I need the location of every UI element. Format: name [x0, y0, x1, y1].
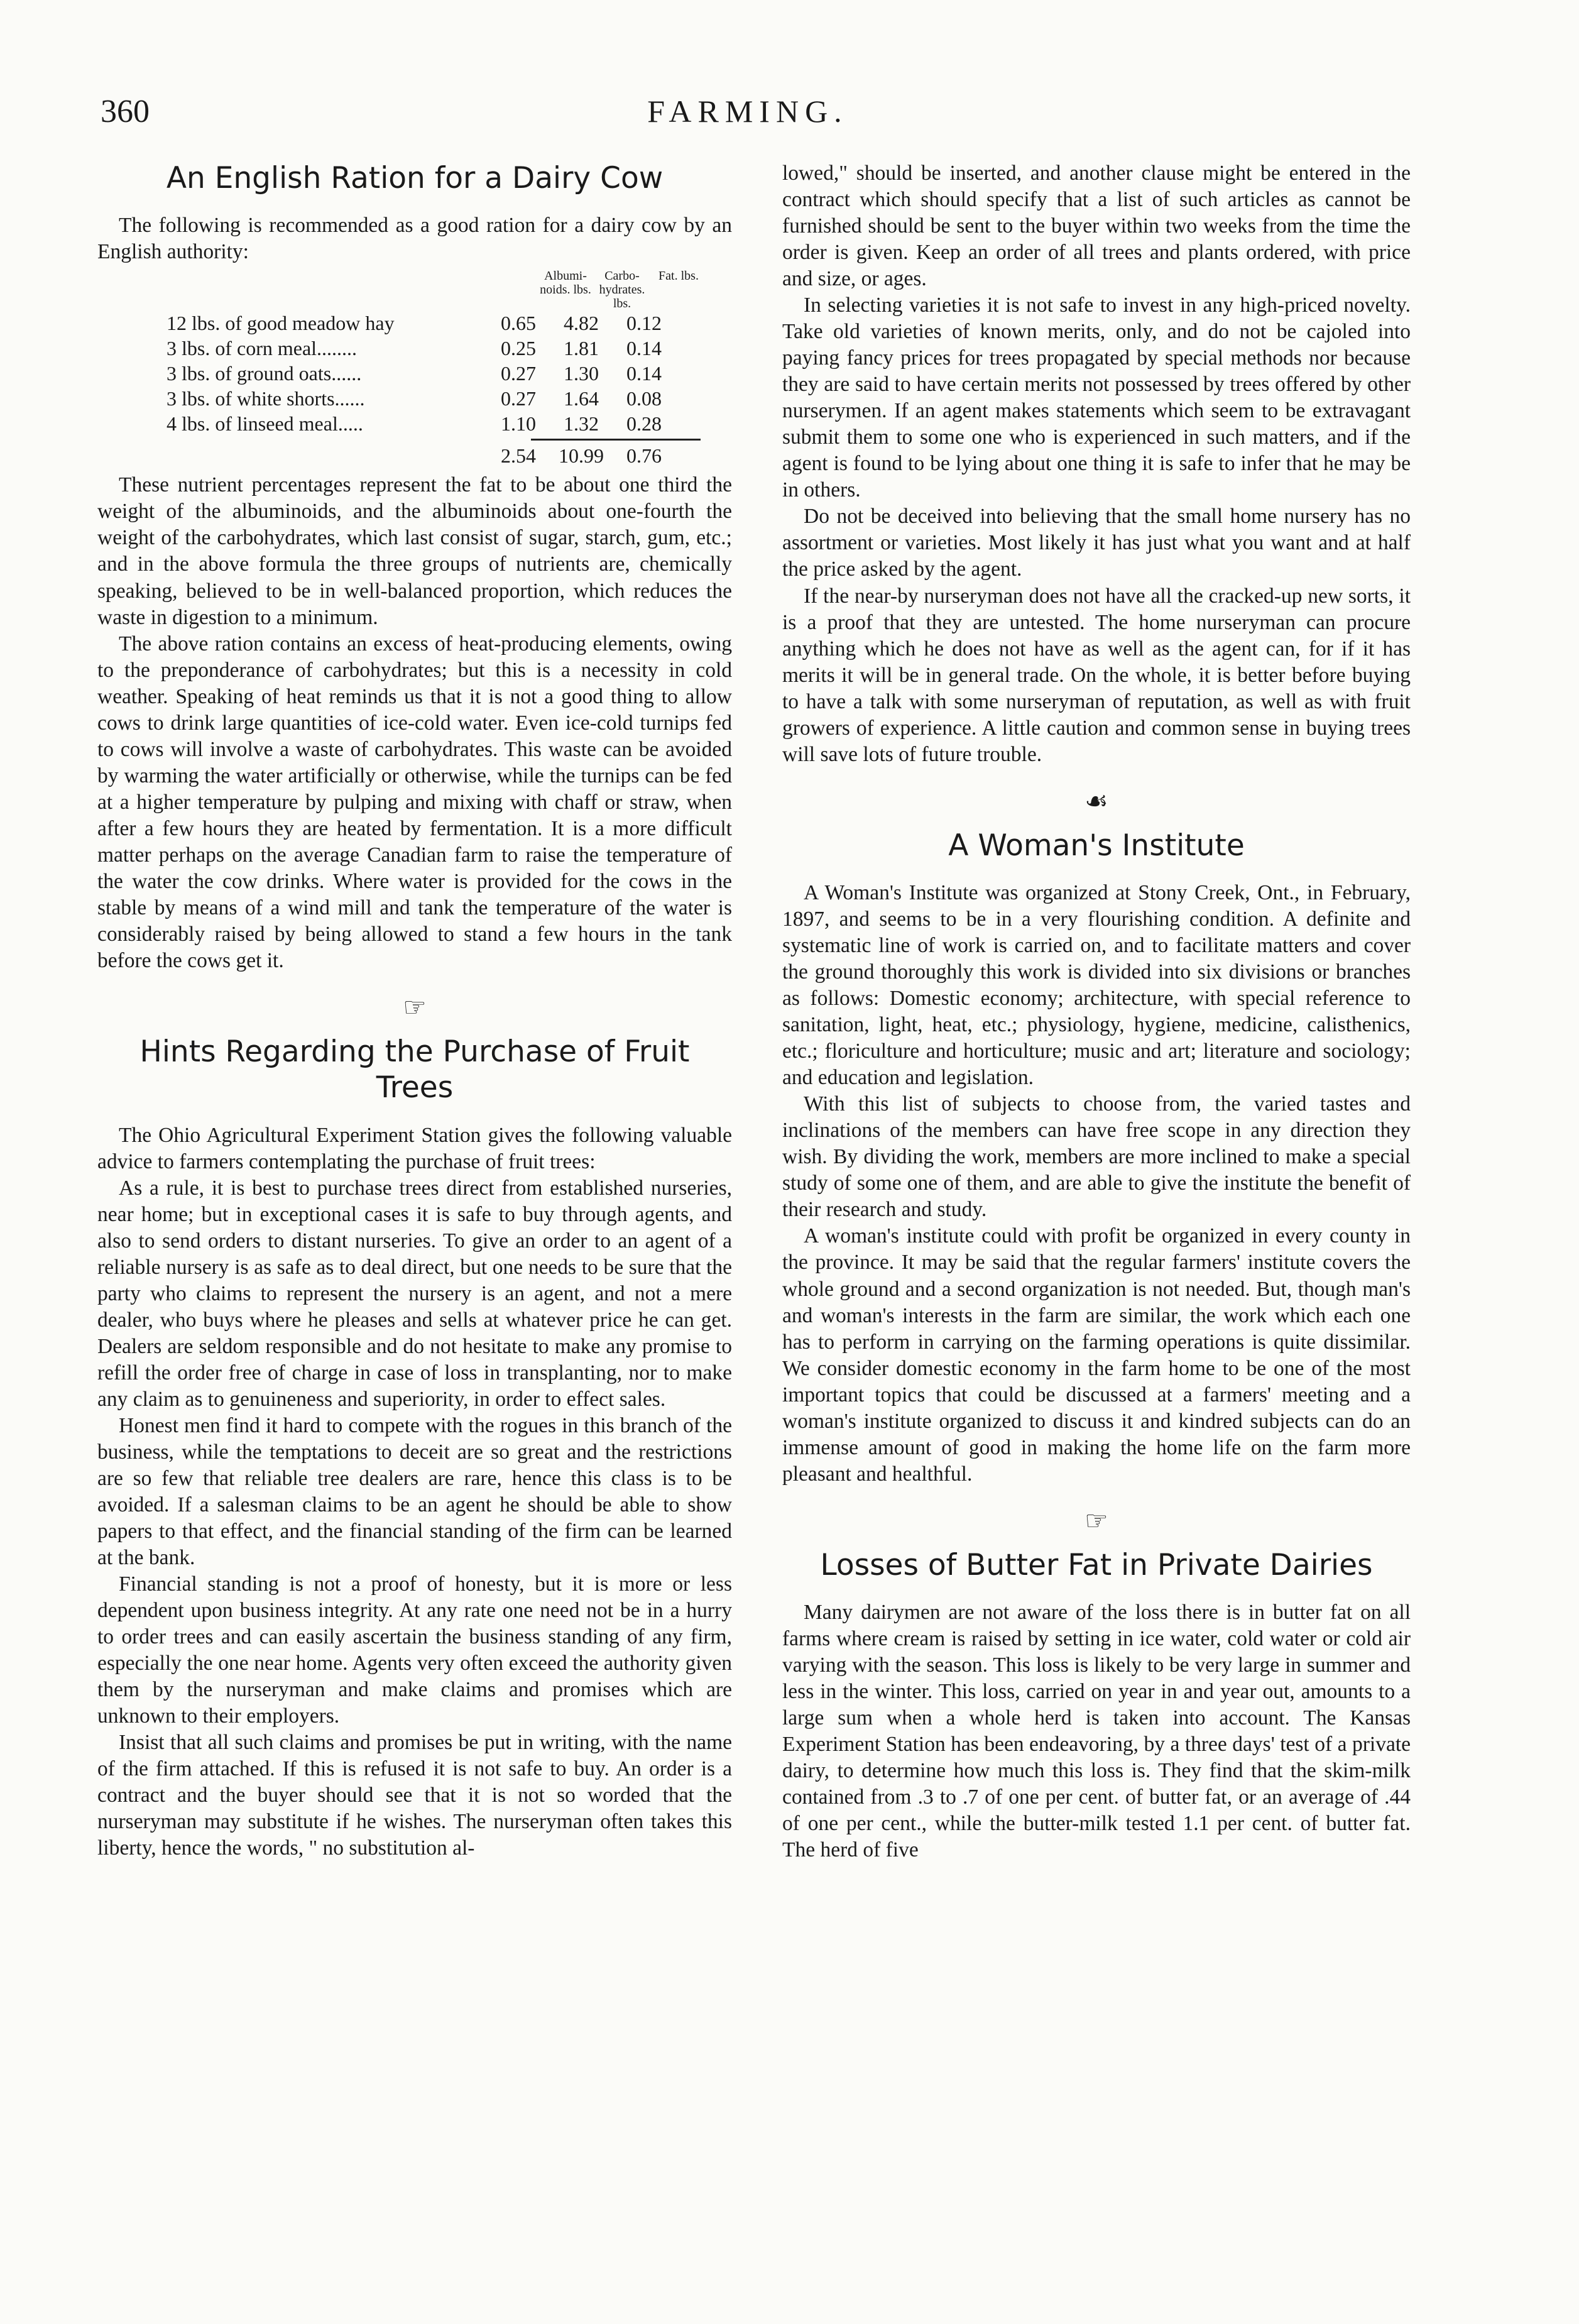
ration-totals-row	[97, 443, 732, 468]
header-carbohydrates: Carbo-hydrates. lbs.	[599, 269, 645, 311]
row-food: 3 lbs. of ground oats......	[167, 362, 362, 385]
row-albuminoids: 0.25	[501, 337, 536, 360]
ration-row	[97, 361, 732, 386]
row-food: 12 lbs. of good meadow hay	[167, 312, 395, 335]
right-column	[782, 160, 1411, 1863]
running-head: FARMING.	[647, 94, 848, 129]
ration-paragraph: The above ration contains an excess of heat-producing elements, owing to the preponderance of carbohydrates; but this is a necessity in cold weather. Speaking of heat reminds us that it is not a good thing to allow cows to drink large quantities of ice-cold water. Even ice-cold turnips fed to cows will involve a waste of carbohydrates. This waste can be avoided by warming the water artificially or otherwise, while the turnips can be fed at a higher temperature by pulping and mixing with chaff or straw, when after a few hours they are heated by fermentation. It is a more difficult matter perhaps on the average Canadian farm to raise the temperature of the water the cow drinks. Where water is provided for the cows in the stable by means of a wind mill and tank the temperature of the water is considerably raised by being allowed to stand a few hours in the tank before the cows get it.	[97, 632, 732, 972]
header-fat: Fat. lbs.	[658, 269, 699, 283]
total-fat: 0.76	[626, 444, 662, 468]
row-carbohydrates: 1.32	[564, 412, 599, 436]
ration-row	[97, 386, 732, 411]
hints-paragraph: Insist that all such claims and promises be put in writing, with the name of the firm attached. If this is refused it is not safe to buy. An order is a contract and the buyer should see that it is not so worded that the nurseryman may substitute if he wishes. The nurseryman often takes this liberty, hence the words, " no substitution al-	[97, 1731, 732, 1860]
total-albuminoids: 2.54	[501, 444, 536, 468]
totals-spacer	[97, 443, 487, 468]
page-number: 360	[101, 94, 150, 129]
left-column	[97, 160, 732, 1862]
row-food: 3 lbs. of corn meal........	[167, 337, 358, 360]
floral-ornament: ☙	[1085, 785, 1108, 816]
institute-paragraph: With this list of subjects to choose from, the varied tastes and inclinations of the members can have free scope in any direction they wish. By dividing the work, members are more inclined to make a special study of some one of them, and are able to give the institute the benefit of their research and study.	[782, 1092, 1411, 1222]
hints-paragraph: The Ohio Agricultural Experiment Station gives the following valuable advice to farmers contemplating the purchase of fruit trees:	[97, 1123, 732, 1173]
ration-row	[97, 336, 732, 361]
row-fat: 0.14	[626, 337, 662, 360]
total-carbohydrates: 10.99	[559, 444, 604, 468]
row-carbohydrates: 1.30	[564, 362, 599, 385]
ration-paragraph: These nutrient percentages represent the fat to be about one third the weight of the albuminoids, and the albuminoids about one-fourth the weight of the carbohydrates, which last consist of sugar, starch, gum, etc.; and in the above formula the three groups of nutrients are, chemically speaking, believed to be in well-balanced proportion, which reduces the waste in digestion to a minimum.	[97, 473, 732, 629]
row-fat: 0.14	[626, 362, 662, 385]
hints-article-title: Hints Regarding the Purchase of Fruit Trees	[139, 1034, 690, 1105]
header-albuminoids: Albumi-noids. lbs.	[540, 269, 591, 297]
ration-intro: The following is recommended as a good ration for a dairy cow by an English authority:	[97, 214, 732, 264]
row-carbohydrates: 1.64	[564, 387, 599, 410]
hints-paragraph: Financial standing is not a proof of honesty, but it is more or less dependent upon business integrity. At any rate one need not be in a hurry to order trees and can easily ascertain the business standing of any firm, especially the one near home. Agents very often exceed the authority given them by the nurseryman and make claims and promises which are unknown to their employers.	[97, 1572, 732, 1728]
totals-rule	[531, 439, 701, 441]
hints-continued-paragraph: If the near-by nurseryman does not have all the cracked-up new sorts, it is a proof that they are untested. The home nurseryman can procure anything which he does not have as well as the agent can, for if it has merits it will be in general trade. On the whole, it is better before buying to have a talk with some nurseryman of reputation, as well as with fruit growers of experience. A little caution and common sense in buying trees will save lots of future trouble.	[782, 584, 1411, 766]
hints-paragraph: As a rule, it is best to purchase trees direct from established nurseries, near home; but in exceptional cases it is safe to buy through agents, and also to send orders to distant nurseries. To give an order to an agent of a reliable nursery is as safe as to deal direct, but one needs to be sure that the party who claims to represent the nursery is an agent, and not a mere dealer, who buys where he pleases and sells at whatever price he can get. Dealers are seldom responsible and do not hesitate to make any promise to refill the order free of charge in case of loss in transplanting, nor to make any claim as to genuineness and superiority, in order to effect sales.	[97, 1176, 732, 1411]
institute-article-title: A Woman's Institute	[948, 828, 1245, 863]
hints-continued-paragraph: Do not be deceived into believing that the small home nursery has no assortment or varieties. Most likely it has just what you want and at half the price asked by the agent.	[782, 505, 1411, 581]
pointing-hand-ornament: ☞	[403, 991, 427, 1022]
ration-row	[97, 310, 732, 336]
losses-article-title: Losses of Butter Fat in Private Dairies	[820, 1547, 1373, 1582]
hints-continued-paragraph: lowed," should be inserted, and another clause might be entered in the contract which should specify that a list of such articles as cannot be furnished should be sent to the buyer within two weeks from the time the order is given. Keep an order of all trees and plants ordered, with price and size, or ages.	[782, 162, 1411, 291]
row-fat: 0.28	[626, 412, 662, 436]
row-carbohydrates: 1.81	[564, 337, 599, 360]
page-header	[101, 93, 1395, 143]
institute-paragraph: A woman's institute could with profit be organized in every county in the province. It may be said that the regular farmers' institute covers the whole ground and a second organization is not needed. But, though man's and woman's interests in the farm are similar, the work which each one has to perform in carrying on the farming operations is quite dissimilar. We consider domestic economy in the farm home to be one of the most important topics that could be discussed at a farmers' meeting and a woman's institute organized to discuss it and kindred subjects can do an immense amount of good in making the home life on the farm more pleasant and healthful.	[782, 1224, 1411, 1486]
ration-table-header	[97, 269, 732, 310]
losses-paragraph: Many dairymen are not aware of the loss there is in butter fat on all farms where cream is raised by setting in ice water, cold water or cold air varying with the season. This loss is likely to be very large in summer and less in the winter. This loss, carried on year in and year out, amounts to a large sum when a whole herd is taken into account. The Kansas Experiment Station has been endeavoring, by a three days' test of a private dairy, to determine how much this loss is. They find that the skim-milk contained from .3 to .7 of one per cent. of butter fat, or an average of .44 of one per cent., while the butter-milk tested 1.1 per cent. of butter fat. The herd of five	[782, 1601, 1411, 1862]
pointing-hand-ornament: ☞	[1085, 1505, 1108, 1536]
row-albuminoids: 0.65	[501, 312, 536, 335]
ration-table	[97, 269, 732, 468]
row-albuminoids: 0.27	[501, 362, 536, 385]
row-food: 3 lbs. of white shorts......	[167, 387, 365, 410]
row-fat: 0.12	[626, 312, 662, 335]
ration-row	[97, 411, 732, 436]
institute-paragraph: A Woman's Institute was organized at Stony Creek, Ont., in February, 1897, and seems to be in a very flourishing condition. A definite and systematic line of work is carried on, and to facilitate matters and cover the ground thoroughly this work is divided into six divisions or branches as follows: Domestic economy; architecture, with special reference to sanitation, light, heat, etc.; physiology, hygiene, medicine, calisthenics, etc.; floriculture and horticulture; music and art; literature and sociology; and education and legislation.	[782, 881, 1411, 1090]
row-food: 4 lbs. of linseed meal.....	[167, 412, 363, 436]
row-albuminoids: 0.27	[501, 387, 536, 410]
row-carbohydrates: 4.82	[564, 312, 599, 335]
row-albuminoids: 1.10	[501, 412, 536, 436]
row-fat: 0.08	[626, 387, 662, 410]
ration-article-title: An English Ration for a Dairy Cow	[166, 161, 664, 195]
hints-paragraph: Honest men find it hard to compete with the rogues in this branch of the business, while the temptations to deceit are so great and the restrictions are so few that reliable tree dealers are rare, hence this class is to be avoided. If a salesman claims to be an agent he should be able to show papers to that effect, and the financial standing of the firm can be learned at the bank.	[97, 1413, 732, 1570]
hints-continued-paragraph: In selecting varieties it is not safe to invest in any high-priced novelty. Take old varieties of known merits, only, and do not be cajoled into paying fancy prices for trees propagated by special methods nor because they are said to have certain merits not possessed by trees offered by other nurserymen. If an agent makes statements which seem to be extravagant submit them to some one who is experienced in such matters, and if the agent is found to be lying about one thing it is safe to infer that he may be in others.	[782, 293, 1411, 502]
